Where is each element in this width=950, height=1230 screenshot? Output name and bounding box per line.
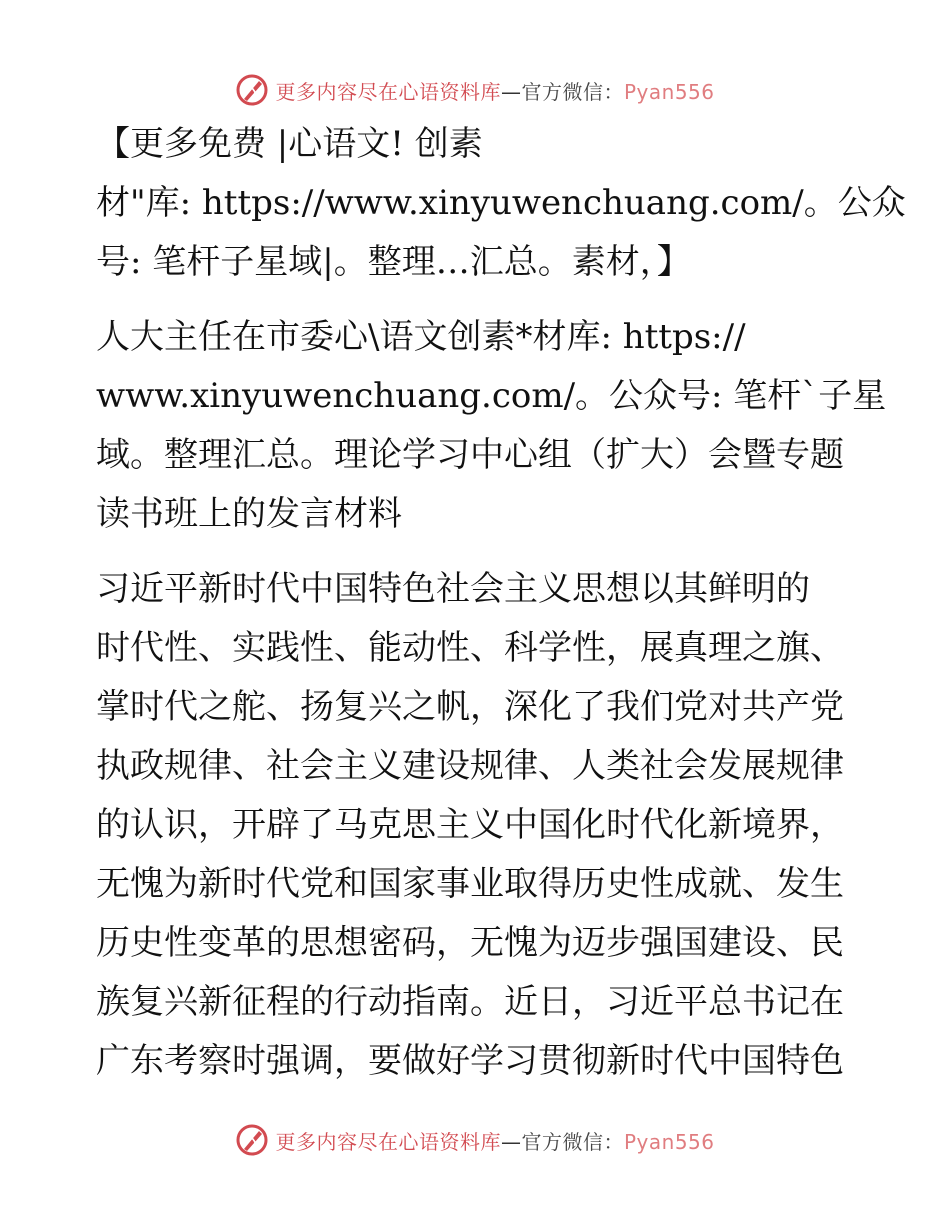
banner-main-text: 更多内容尽在心语资料库 — [275, 1129, 501, 1154]
text-line: 时代性、实践性、能动性、科学性，展真理之旗、 — [96, 628, 844, 668]
banner-separator: — — [500, 79, 522, 104]
paragraph-title — [96, 308, 887, 544]
text-line: 【更多免费 |心语文! 创素 — [96, 124, 483, 164]
text-line: 域。整理汇总。理论学习中心组（扩大）会暨专题 — [96, 435, 844, 475]
text-line: www.xinyuwenchuang.com/。公众号: 笔杆`子星 — [96, 376, 887, 416]
quill-pen-seal-icon — [235, 73, 269, 107]
text-line: 号: 笔杆子星域|。整理…汇总。素材，】 — [96, 242, 691, 282]
text-line: 执政规律、社会主义建设规律、人类社会发展规律 — [96, 746, 844, 786]
paragraph-notice — [96, 115, 906, 292]
banner-contact-label: 官方微信： — [521, 79, 624, 104]
document-body — [96, 115, 906, 1091]
banner-wechat-id: Pyan556 — [623, 79, 715, 104]
text-line: 无愧为新时代党和国家事业取得历史性成就、发生 — [96, 864, 844, 904]
text-line: 历史性变革的思想密码，无愧为迈步强国建设、民 — [96, 923, 844, 963]
text-line: 材"库: https://www.xinyuwenchuang.com/。公众 — [96, 183, 906, 223]
banner-separator: — — [500, 1129, 522, 1154]
header-banner-text — [275, 76, 714, 105]
quill-pen-seal-icon — [235, 1123, 269, 1157]
banner-contact-label: 官方微信： — [521, 1129, 624, 1154]
text-line: 族复兴新征程的行动指南。近日，习近平总书记在 — [96, 982, 844, 1022]
text-line: 的认识，开辟了马克思主义中国化时代化新境界， — [96, 805, 844, 845]
footer-banner — [0, 1120, 950, 1160]
text-line: 广东考察时强调，要做好学习贯彻新时代中国特色 — [96, 1041, 844, 1081]
text-line: 习近平新时代中国特色社会主义思想以其鲜明的 — [96, 569, 810, 609]
header-banner — [0, 70, 950, 110]
footer-banner-text — [275, 1126, 714, 1155]
text-line: 读书班上的发言材料 — [96, 494, 402, 534]
text-line: 人大主任在市委心\语文创素*材库: https:// — [96, 317, 746, 357]
banner-main-text: 更多内容尽在心语资料库 — [275, 79, 501, 104]
text-line: 掌时代之舵、扬复兴之帆，深化了我们党对共产党 — [96, 687, 844, 727]
paragraph-body — [96, 560, 856, 1091]
banner-wechat-id: Pyan556 — [623, 1129, 715, 1154]
